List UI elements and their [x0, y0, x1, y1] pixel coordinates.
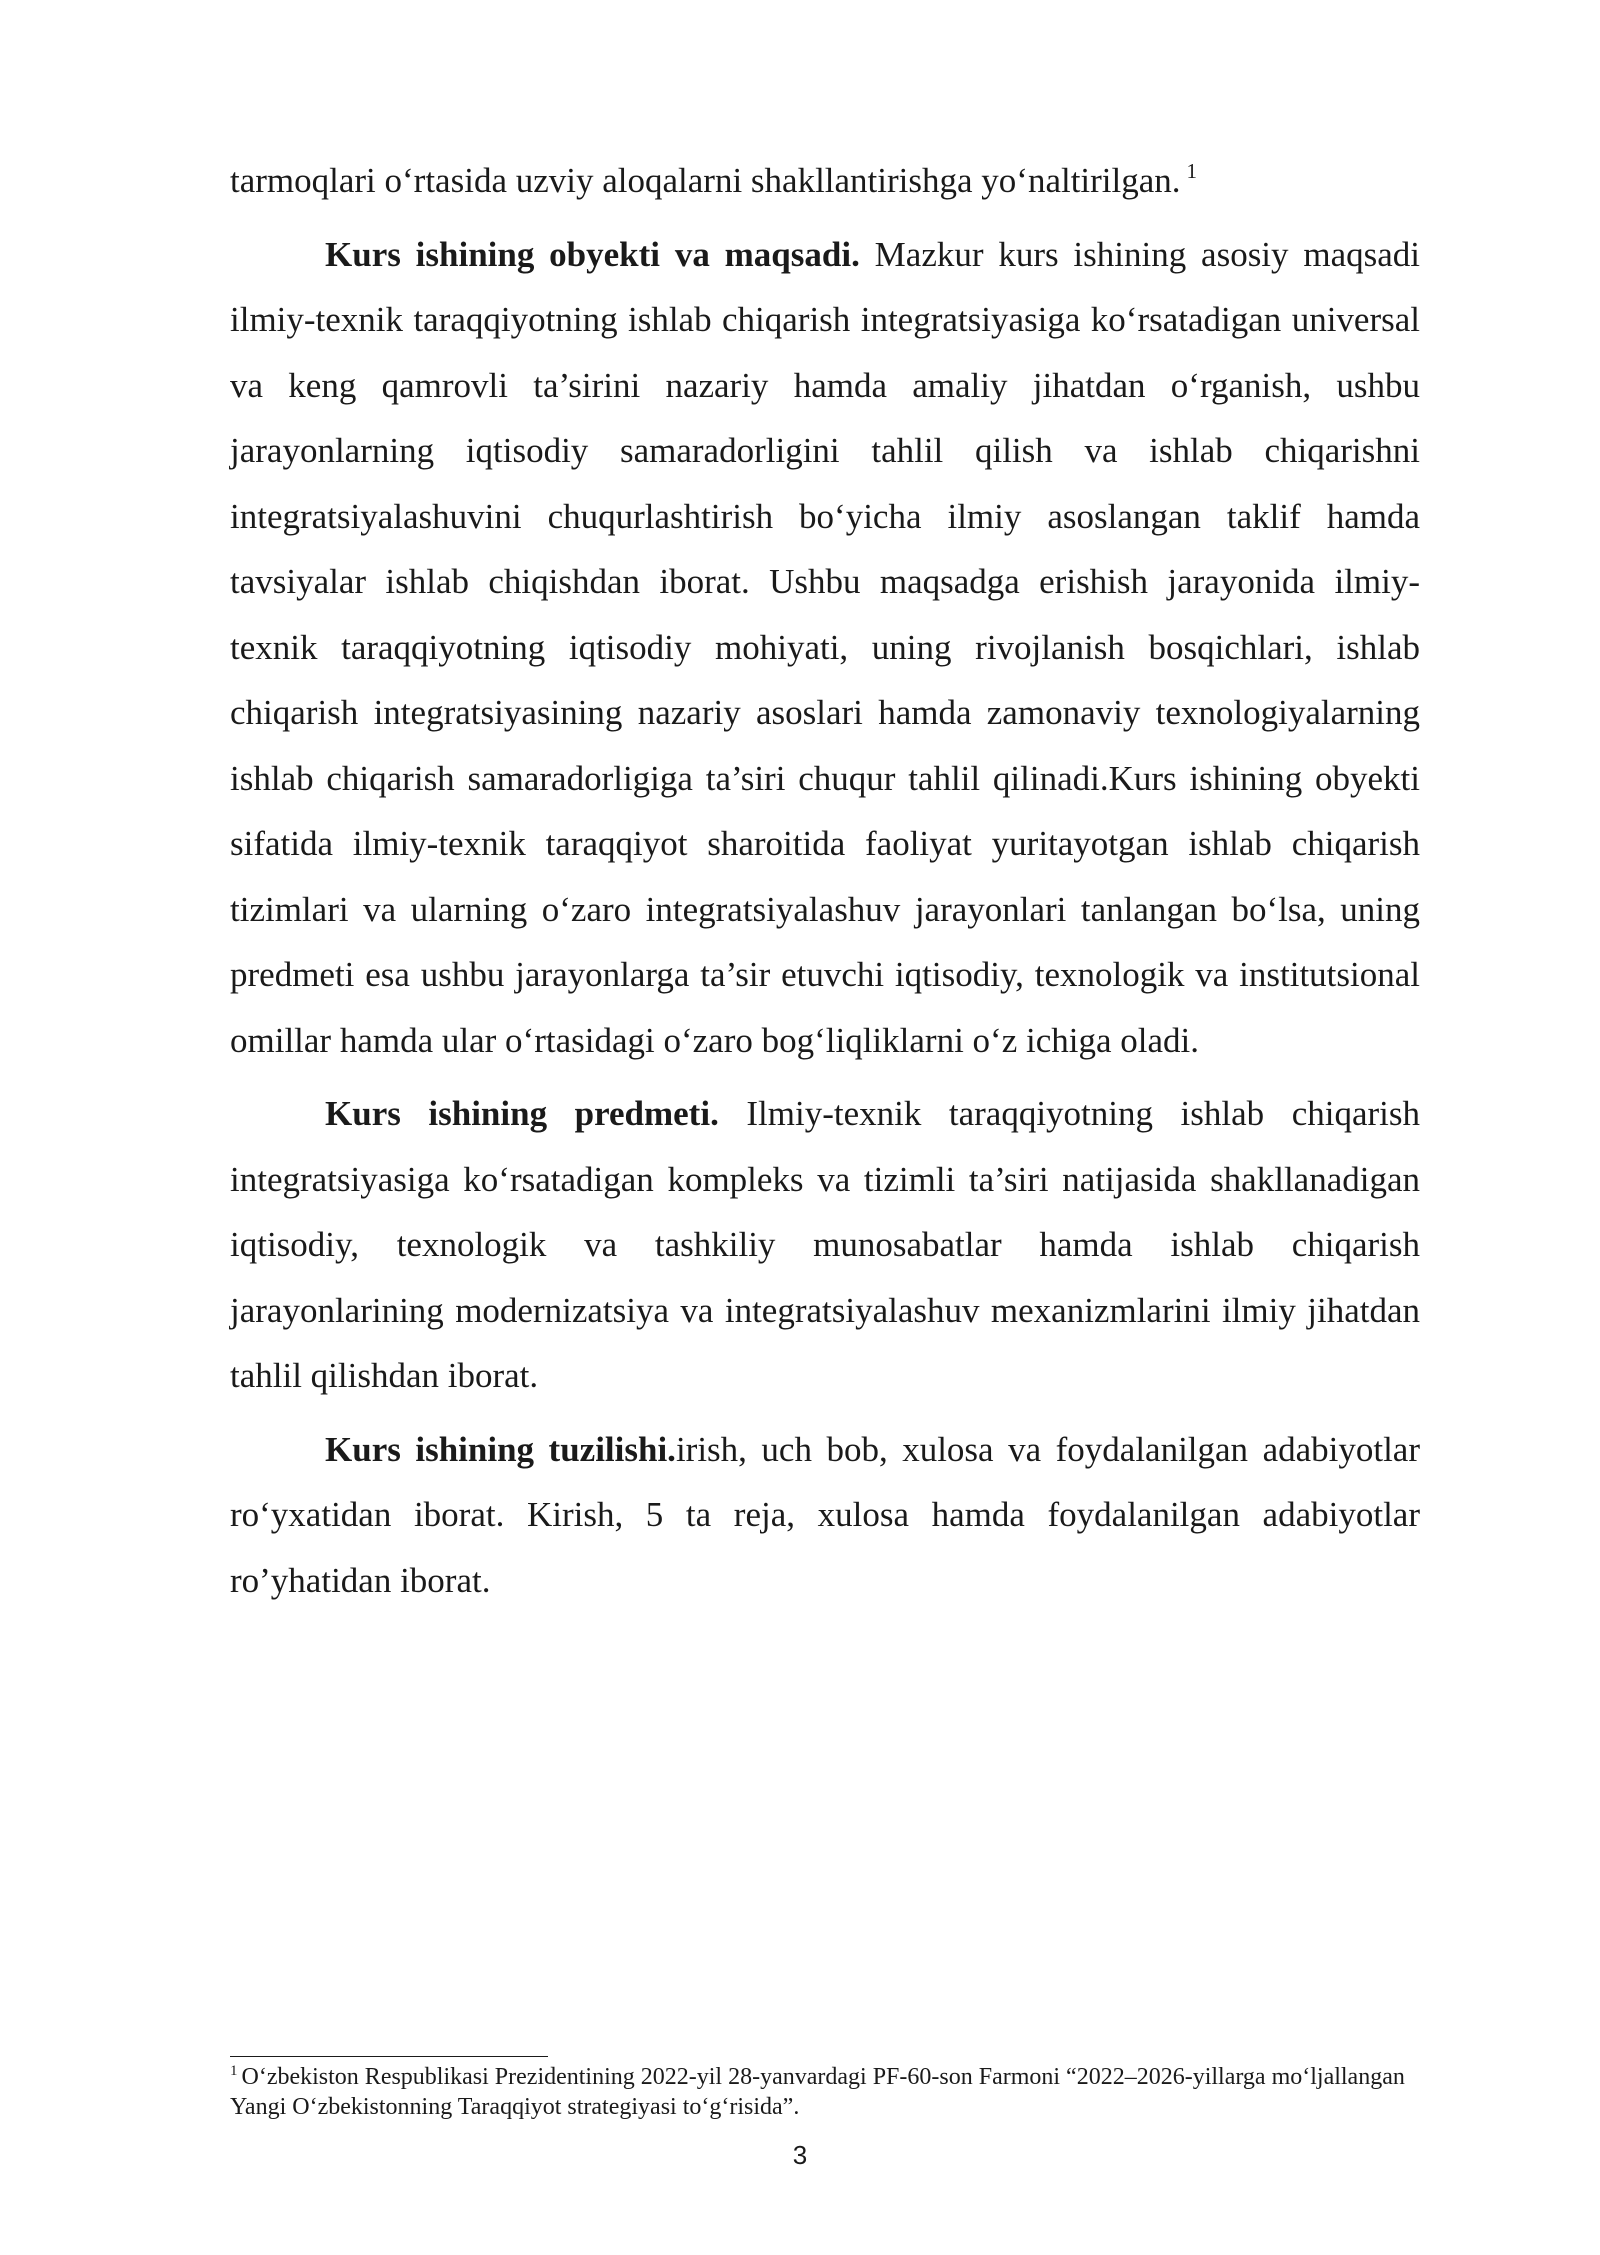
- footnote-reference: 1: [1186, 159, 1198, 183]
- paragraph-structure: [230, 1417, 1420, 1614]
- paragraph-subject: [230, 1081, 1420, 1409]
- paragraph-object-and-goal: [230, 222, 1420, 1074]
- footnote-marker: 1: [230, 2063, 238, 2079]
- paragraph-text: irish, uch bob, xulosa va foydalanilgan adabiyotlar ro‘yxatidan iborat. Kirish, 5 ta reja, xulosa hamda foydalanilgan adabiyotlar ro’yhatidan iborat.: [230, 1429, 1420, 1600]
- document-body: [230, 148, 1420, 1613]
- footnote: [230, 2062, 1420, 2122]
- footnote-separator: [230, 2056, 548, 2057]
- paragraph-text: Mazkur kurs ishining asosiy maqsadi ilmiy-texnik taraqqiyotning ishlab chiqarish integratsiyasiga ko‘rsatadigan universal va keng qamrovli ta’sirini nazariy hamda amaliy jihatdan o‘rganish, ushbu jarayonlarning iqtisodiy samaradorligini tahlil qilish va ishlab chiqarishni integratsiyalashuvini chuqurlashtirish bo‘yicha ilmiy asoslangan taklif hamda tavsiyalar ishlab chiqishdan iborat. Ushbu maqsadga erishish jarayonida ilmiy-texnik taraqqiyotning iqtisodiy mohiyati, uning rivojlanish bosqichlari, ishlab chiqarish integratsiyasining nazariy asoslari hamda zamonaviy texnologiyalarning ishlab chiqarish samaradorligiga ta’siri chuqur tahlil qilinadi.Kurs ishining obyekti sifatida ilmiy-texnik taraqqiyot sharoitida faoliyat yuritayotgan ishlab chiqarish tizimlari va ularning o‘zaro integratsiyalashuv jarayonlari tanlangan bo‘lsa, uning predmeti esa ushbu jarayonlarga ta’sir etuvchi iqtisodiy, texnologik va institutsional omillar hamda ular o‘rtasidagi o‘zaro bog‘liqliklarni o‘z ichiga oladi.: [230, 234, 1420, 1060]
- page-number: 3: [792, 2140, 808, 2170]
- paragraph-text: Ilmiy-texnik taraqqiyotning ishlab chiqarish integratsiyasiga ko‘rsatadigan kompleks va tizimli ta’siri natijasida shakllanadigan iqtisodiy, texnologik va tashkiliy munosabatlar hamda ishlab chiqarish jarayonlarining modernizatsiya va integratsiyalashuv mexanizmlarini ilmiy jihatdan tahlil qilishdan iborat.: [230, 1094, 1420, 1395]
- footnote-text: O‘zbekiston Respublikasi Prezidentining 2022-yil 28-yanvardagi PF-60-son Farmoni “2022–2026-yillarga mo‘ljallangan Yangi O‘zbekistonning Taraqqiyot strategiyasi to‘g‘risida”.: [230, 2064, 1405, 2120]
- paragraph-heading: Kurs ishining tuzilishi.: [325, 1429, 676, 1469]
- paragraph-heading: Kurs ishining predmeti.: [325, 1094, 719, 1133]
- paragraph-heading: Kurs ishining obyekti va maqsadi.: [325, 234, 860, 274]
- paragraph-text: tarmoqlari o‘rtasida uzviy aloqalarni shakllantirishga yo‘naltirilgan.: [230, 161, 1181, 200]
- paragraph-continuation: [230, 148, 1420, 214]
